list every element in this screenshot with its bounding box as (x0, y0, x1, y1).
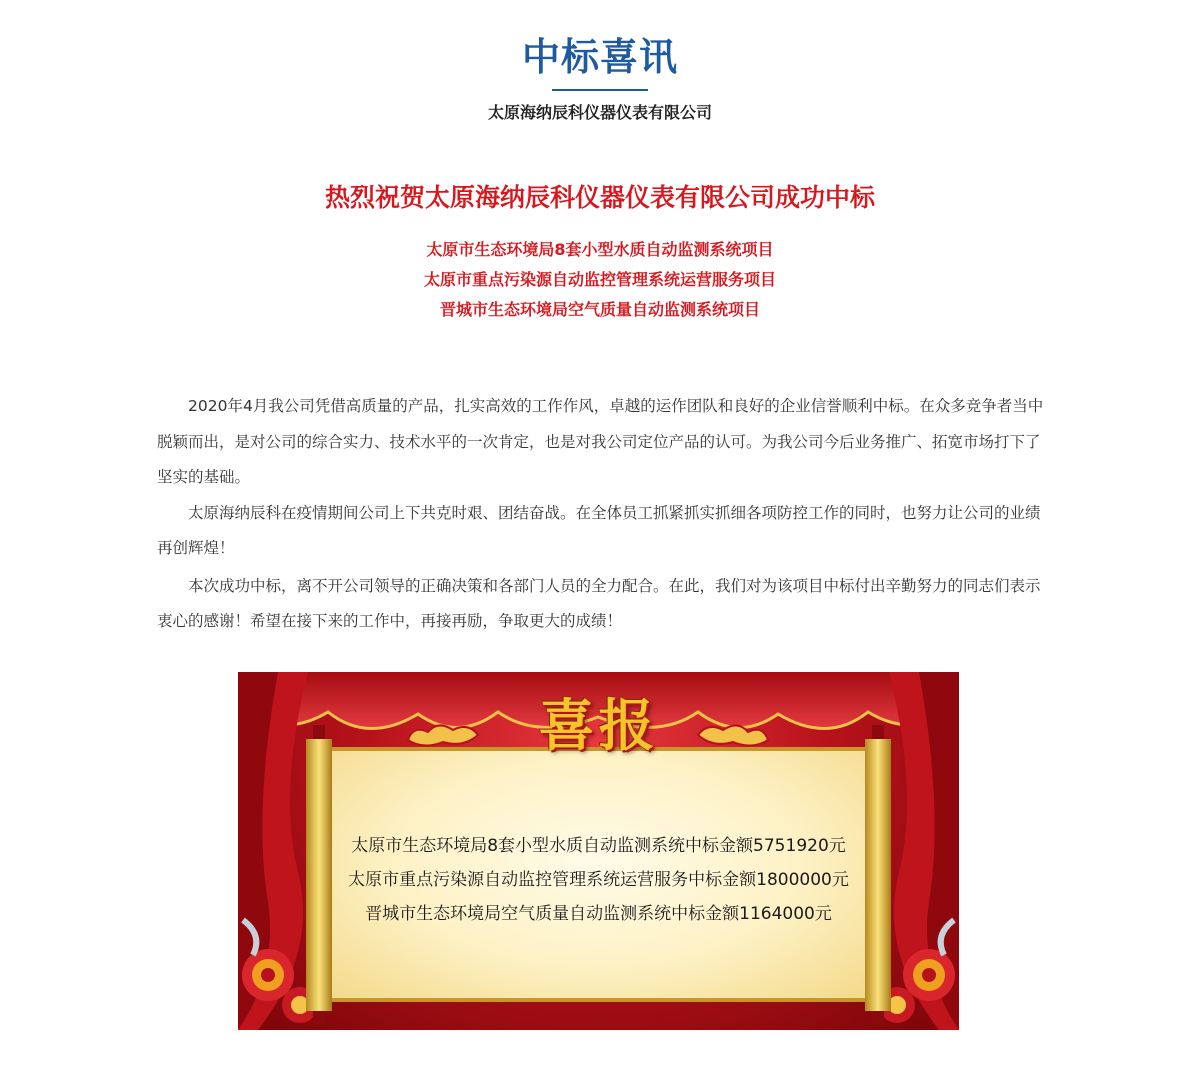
bid-amount-list (238, 829, 959, 931)
article-paragraph: 本次成功中标，离不开公司领导的正确决策和各部门人员的全力配合。在此，我们对为该项目中标付出辛勤努力的同志们表示衷心的感谢！希望在接下来的工作中，再接再励，争取更大的成绩！ (157, 576, 1041, 630)
page-title: 中标喜讯 (521, 35, 678, 79)
project-item: 晋城市生态环境局空气质量自动监测系统项目 (439, 300, 760, 319)
project-list (0, 235, 1200, 325)
article-paragraph: 太原海纳辰科在疫情期间公司上下共克时艰、团结奋战。在全体员工抓紧抓实抓细各项防控工作的同时，也努力让公司的业绩再创辉煌！ (157, 503, 1041, 557)
project-item: 太原市重点污染源自动监控管理系统运营服务项目 (423, 270, 776, 289)
congratulation-headline: 热烈祝贺太原海纳辰科仪器仪表有限公司成功中标 (324, 183, 875, 212)
article-paragraph: 2020年4月我公司凭借高质量的产品，扎实高效的工作作风，卓越的运作团队和良好的企业信誉顺利中标。在众多竞争者当中脱颖而出，是对公司的综合实力、技术水平的一次肯定，也是对我公司定位产品的认可。为我公司今后业务推广、拓宽市场打下了坚实的基础。 (157, 397, 1044, 486)
title-underline (552, 89, 648, 91)
poster-heading: 喜报 (538, 694, 659, 759)
bid-amount-item: 太原市生态环境局8套小型水质自动监测系统中标金额5751920元 (351, 836, 846, 856)
project-item: 太原市生态环境局8套小型水质自动监测系统项目 (426, 240, 774, 259)
company-name: 太原海纳辰科仪器仪表有限公司 (487, 103, 712, 122)
bid-amount-item: 太原市重点污染源自动监控管理系统运营服务中标金额1800000元 (348, 870, 849, 890)
article-body (157, 389, 1044, 640)
bid-amount-item: 晋城市生态环境局空气质量自动监测系统中标金额1164000元 (365, 904, 832, 924)
good-news-poster (238, 672, 959, 1030)
